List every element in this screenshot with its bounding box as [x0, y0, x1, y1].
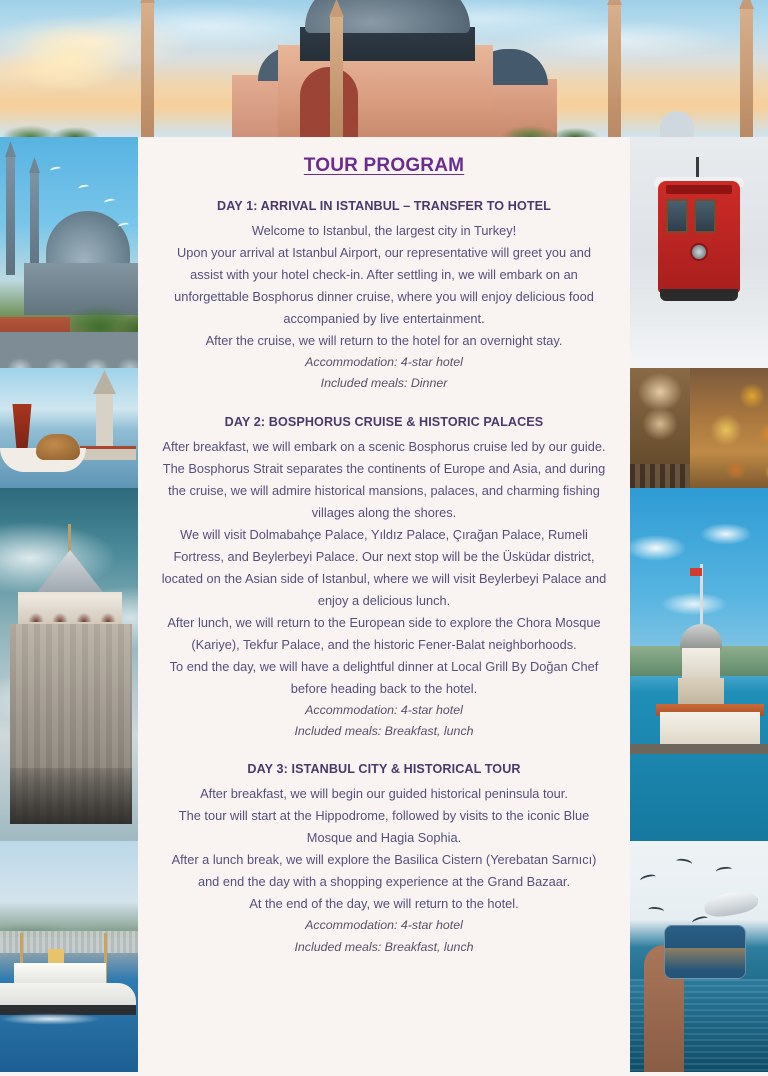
quay: [630, 744, 768, 754]
day-title: DAY 3: ISTANBUL CITY & HISTORICAL TOUR: [247, 762, 521, 777]
maidens-tower-silhouette: [96, 392, 113, 450]
photo-turkish-tea-and-maidens-tower: [0, 368, 138, 488]
seagull-icon: [50, 166, 62, 173]
turkish-tea-glass: [8, 404, 36, 448]
maidens-tower-base: [80, 446, 136, 460]
day-meals: Included meals: Breakfast, lunch: [294, 723, 474, 738]
day-title: DAY 1: ARRIVAL IN ISTANBUL – TRANSFER TO HOTEL: [217, 199, 551, 213]
seagull-icon: [703, 888, 760, 919]
tower-arches: [22, 598, 118, 622]
right-photo-column: [630, 137, 768, 1072]
tram-destination-sign: [666, 185, 732, 194]
tram-window: [694, 199, 716, 233]
day-body: Welcome to Istanbul, the largest city in Turkey! Upon your arrival at Istanbul Airport, our representative will greet you and assist with your hotel check-in. After settling in, we will embark on an unforgettable Bosphorus dinner cruise, where you will enjoy delicious food accompanied by live entertainment. After the cruise, we will return to the hotel for an overnight stay.: [174, 223, 594, 348]
day-section-3: [160, 762, 608, 958]
seagull-icon: [676, 858, 693, 868]
photo-galata-tower: [0, 488, 138, 841]
tram-undercarriage: [660, 289, 738, 301]
photo-grand-bazaar-lamps: [630, 368, 768, 488]
seagull-icon: [716, 866, 733, 875]
minaret-icon: [30, 171, 39, 275]
photo-red-taksim-tram-in-snow: [630, 137, 768, 368]
tower-stone-shaft: [10, 624, 132, 824]
tower-upper-level: [682, 648, 720, 680]
seagull-icon: [118, 222, 130, 229]
ferry-wake: [0, 1011, 138, 1027]
day-accommodation: Accommodation: 4-star hotel: [305, 918, 463, 933]
smartphone-screen: [664, 925, 746, 979]
day-meals: Included meals: Dinner: [320, 376, 448, 391]
turkish-flag-icon: [690, 568, 702, 576]
day-accommodation: Accommodation: 4-star hotel: [305, 702, 463, 717]
day-meals: Included meals: Breakfast, lunch: [294, 939, 474, 954]
tour-program-content: [138, 137, 630, 1076]
page-title: TOUR PROGRAM: [303, 155, 465, 176]
day-title: DAY 2: BOSPHORUS CRUISE & HISTORIC PALACES: [224, 414, 544, 429]
banner-foliage: [0, 115, 768, 137]
day-body: After breakfast, we will embark on a scenic Bosphorus cruise led by our guide. The Bosphorus Strait separates the continents of Europe and Asia, and during the cruise, we will admire historical mansions, palaces, and charming fishing villages along the shores. We will visit Dolmabahçe Palace, Yıldız Palace, Çırağan Palace, Rumeli Fortress, and Beylerbeyi Palace. Our next stop will be the Üsküdar district, located on the Asian side of Istanbul, where we will visit Beylerbeyi Palace and enjoy a delicious lunch. After lunch, we will return to the European side to explore the Chora Mosque (Kariye), Tekfur Palace, and the historic Fener-Balat neighborhoods. To end the day, we will have a delightful dinner at Local Grill By Doğan Chef before heading back to the hotel.: [161, 438, 607, 696]
blue-mosque-dome: [46, 211, 130, 269]
photo-bosphorus-ferry: [0, 841, 138, 1072]
banner-sun: [10, 24, 130, 94]
banner-image-hagia-sophia: [0, 0, 768, 137]
tram-window: [666, 199, 688, 233]
day-section-1: [160, 199, 608, 395]
tower-base-building: [660, 712, 760, 746]
seagull-icon: [648, 906, 665, 915]
tram-body: [658, 181, 740, 293]
left-photo-column: [0, 137, 138, 1072]
bazaar-shoppers: [630, 464, 690, 488]
seagull-icon: [104, 198, 116, 205]
ferry-upper-deck: [14, 963, 106, 985]
seagull-icon: [78, 184, 90, 191]
photo-hand-holding-phone-with-seagulls: [630, 841, 768, 1072]
small-domes-row: [0, 332, 138, 368]
tower-spire: [68, 524, 71, 552]
tram-headlamp: [690, 243, 708, 261]
day-section-2: [160, 415, 608, 743]
minaret-icon: [6, 155, 15, 275]
photo-maidens-tower: [630, 488, 768, 841]
turkish-dessert: [36, 434, 80, 460]
day-body: After breakfast, we will begin our guided historical peninsula tour. The tour will start at the Hippodrome, followed by visits to the iconic Blue Mosque and Hagia Sophia. After a lunch break, we will explore the Basilica Cistern (Yerebatan Sarnıcı) and end the day with a shopping experience at the Grand Bazaar. At the end of the day, we will return to the hotel.: [171, 786, 597, 912]
seagull-icon: [639, 873, 656, 884]
day-accommodation: Accommodation: 4-star hotel: [305, 355, 463, 369]
photo-blue-mosque-with-seagulls: [0, 137, 138, 368]
